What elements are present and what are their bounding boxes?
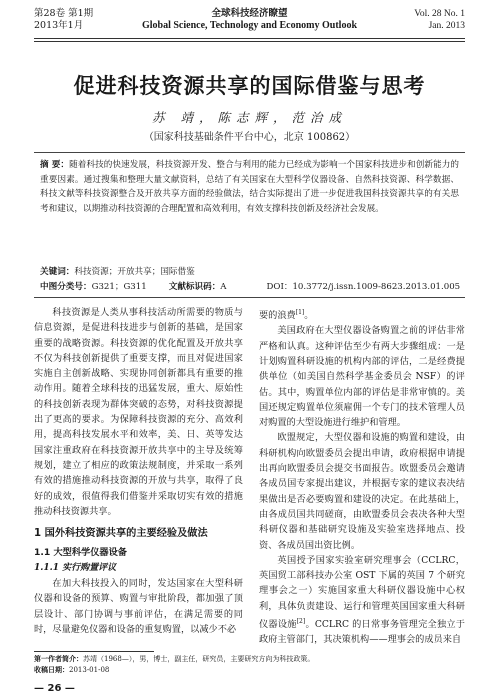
- keywords: 科技资源；开放共享；国际借鉴: [74, 267, 195, 277]
- received-date: 收稿日期：2013-01-08: [34, 666, 110, 674]
- citation-ref[interactable]: [1]: [295, 309, 305, 316]
- journal-name-en: Global Science, Technology and Economy Outlook: [141, 20, 358, 31]
- article-authors: 苏 靖，陈志辉，范治成: [152, 110, 347, 125]
- article-affiliation: （国家科技基础条件平台中心，北京 100862）: [143, 132, 356, 143]
- intro-paragraph: 科技资源是人类从事科技活动所需要的物质与信息资源，是促进科技进步与创新的基础，是国家重要的战略资源。科技资源的优化配置及开放共享不仅为科技创新提供了重要支撑，而且对促进国家实施自主创新战略、实现协同创新都具有重要的推动作用。随着全球科技的迅猛发展，重大、原始性的科技创新表现为群体突破的态势，对科技资源提出了更高的要求。为保障科技资源的充分、高效利用，提高科技发展水平和效率，美、日、英等发达国家注重政府在科技资源开放共享中的主导及统筹规划，建立了相应的政策法规制度，并采取一系列有效的措施推动科技资源的开放与共享，取得了良好的成效，很值得我们借鉴并采取切实有效的措施推动科技资源共享。: [34, 307, 243, 517]
- doc-code: A: [220, 281, 227, 292]
- right-column: [259, 305, 465, 648]
- abstract-label: 摘 要：: [40, 160, 70, 170]
- abstract: [40, 158, 459, 216]
- article-meta: [40, 265, 459, 294]
- classification-row: [40, 280, 459, 295]
- volume-issue-en: Vol. 28 No. 1: [414, 9, 465, 19]
- header-center: [124, 8, 375, 32]
- header-right: [414, 8, 465, 32]
- subsection-heading-1-1: 1.1 大型科学仪器设备: [34, 547, 127, 559]
- page-number: — 26 —: [34, 683, 75, 694]
- journal-name-cn: 全球科技经济瞭望: [211, 8, 288, 19]
- left-column: [34, 305, 243, 637]
- keywords-label: 关键词：: [40, 267, 75, 277]
- date-cn: 2013年1月: [34, 20, 84, 31]
- header-left: [34, 8, 93, 32]
- footnote: [34, 654, 465, 676]
- author-bio: 第一作者简介：苏靖（1968—），男，博士，副主任，研究员，主要研究方向为科技政策。: [34, 655, 315, 663]
- section-heading-1: 1 国外科技资源共享的主要经验及做法: [34, 528, 208, 540]
- eu-paragraph: 欧盟规定，大型仪器和设施的购置和建设，由科研机构向欧盟委员会提出申请，政府根据申请提出再向欧盟委员会提交书面报告。欧盟委员会邀请各成员国专家提出建议，并根据专家的建议表决结果做出是否必要购置和建设的决定。在此基础上，由各成员国共同磋商，由欧盟委员会表决各种大型科研仪器和基础研究设施及实验室选择地点、投资、各成员国出资比例。: [259, 432, 465, 551]
- citation-ref[interactable]: [2]: [296, 618, 306, 625]
- continued-paragraph: 要的浪费[1]。: [259, 309, 314, 322]
- footnote-rule: [34, 651, 154, 652]
- abstract-bottom-rule: [34, 297, 465, 298]
- doc-code-label: 文献标识码：: [168, 281, 221, 292]
- doi: DOI：10.3772/j.issn.1009-8623.2013.01.005: [266, 281, 461, 292]
- header-rule-thin: [34, 41, 465, 42]
- clc-code: G321；G311: [91, 281, 147, 292]
- date-en: Jan. 2013: [428, 21, 465, 31]
- abstract-text: 随着科技的快速发展，科技资源开发、整合与利用的能力已经成为影响一个国家科技进步和创新能力的重要因素。通过搜集和整理大量文献资料，总结了有关国家在大型科学仪器设备、自然科技资源、科学数据、科技文献等科技资源整合及开放共享方面的经验做法，结合实际提出了进一步促进我国科技资源共享的有关思考和建议，以期推动科技资源的合理配置和高效利用，有效支撑科技创新及经济社会发展。: [40, 160, 459, 214]
- uk-paragraph: 英国授予国家实验室研究理事会（CCLRC，英国贸工部科技办公室 OST 下属的英国 7 个研究理事会之一）实施国家重大科研仪器设施中心权利，具体负责建设、运行和管理英国国家重大科研仪器设施[2]。CCLRC 的日常事务管理完全独立于政府主管部门，其决策机构——理事会的成员来自: [259, 554, 465, 646]
- running-header: [34, 8, 465, 40]
- us-paragraph: 美国政府在大型仪器设备购置之前的评估非常严格和认真。这种评估至少有两大步骤组成：一是计划购置科研设施的机构内部的评估，二是经费提供单位（如美国自然科学基金委员会 NSF）的评估。其中，购置单位内部的评估是非常审慎的。美国还规定购置单位须雇佣一个专门的技术管理人员对购置的大型设施进行维护和管理。: [259, 325, 465, 429]
- header-rule: [34, 38, 465, 39]
- article-title: 促进科技资源共享的国际借鉴与思考: [73, 74, 426, 98]
- volume-issue-cn: 第28卷 第1期: [34, 8, 94, 19]
- subsubsection-heading-1-1-1: 1.1.1 实行购置评议: [34, 562, 117, 573]
- keywords-row: [40, 265, 459, 280]
- abstract-top-rule: [34, 152, 465, 153]
- clc-label: 中图分类号：: [40, 281, 92, 292]
- purchase-review-paragraph: 在加大科技投入的同时，发达国家在大型科研仪器和设备的预算、购置与审批阶段，都加强了顶层设计、部门协调与事前评估，在满足需要的同时，尽量避免仪器和设备的重复购置，以减少不必: [34, 578, 243, 635]
